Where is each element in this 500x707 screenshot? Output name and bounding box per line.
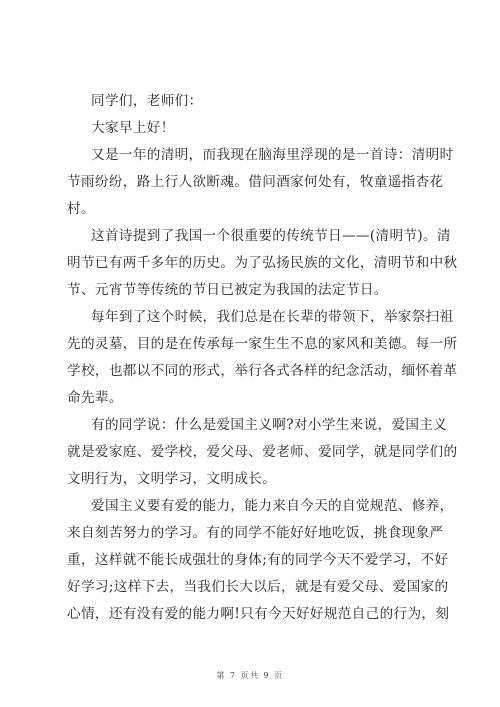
paragraph-line: 村。 [67, 201, 95, 217]
paragraph-line: 先的灵墓，目的是在传承每一家生生不息的家风和美德。每一所 [67, 336, 458, 352]
page-number-footer: 第 7 页共 9 页 [216, 671, 284, 680]
paragraph-line: 有的同学说：什么是爱国主义啊?对小学生来说，爱国主义 [91, 417, 448, 433]
paragraph-line: 又是一年的清明，而我现在脑海里浮现的是一首诗：清明时 [91, 147, 454, 163]
greeting-line: 同学们，老师们： [91, 93, 203, 109]
paragraph-line: 爱国主义要有爱的能力，能力来自今天的自觉规范、修养， [91, 498, 454, 514]
paragraph-line: 重，这样就不能长成强壮的身体;有的同学今天不爱学习，不好 [67, 552, 449, 568]
paragraph-line: 命先辈。 [67, 390, 123, 406]
paragraph-line: 这首诗提到了我国一个很重要的传统节日——(清明节)。清 [91, 228, 451, 244]
paragraph-line: 心情，还有没有爱的能力啊!只有今天好好规范自己的行为，刻 [67, 606, 450, 622]
paragraph-line: 明节已有两千多年的历史。为了弘扬民族的文化，清明节和中秋 [67, 255, 458, 271]
paragraph-line: 节雨纷纷，路上行人欲断魂。借问酒家何处有，牧童遥指杏花 [67, 174, 444, 190]
paragraph-line: 每年到了这个时候，我们总是在长辈的带领下，举家祭扫祖 [91, 309, 454, 325]
paragraph-line: 就是爱家庭、爱学校，爱父母、爱老师、爱同学，就是同学们的 [67, 444, 458, 460]
paragraph-line: 学校，也都以不同的形式，举行各式各样的纪念活动，缅怀着革 [67, 363, 458, 379]
paragraph-line: 好学习;这样下去，当我们长大以后，就是有爱父母、爱国家的 [67, 579, 449, 595]
paragraph-line: 节、元宵节等传统的节日已被定为我国的法定节日。 [67, 282, 388, 298]
paragraph-line: 来自刻苦努力的学习。有的同学不能好好地吃饭，挑食现象严 [67, 525, 444, 541]
greeting-line: 大家早上好！ [91, 120, 175, 136]
paragraph-line: 文明行为，文明学习，文明成长。 [67, 471, 277, 487]
